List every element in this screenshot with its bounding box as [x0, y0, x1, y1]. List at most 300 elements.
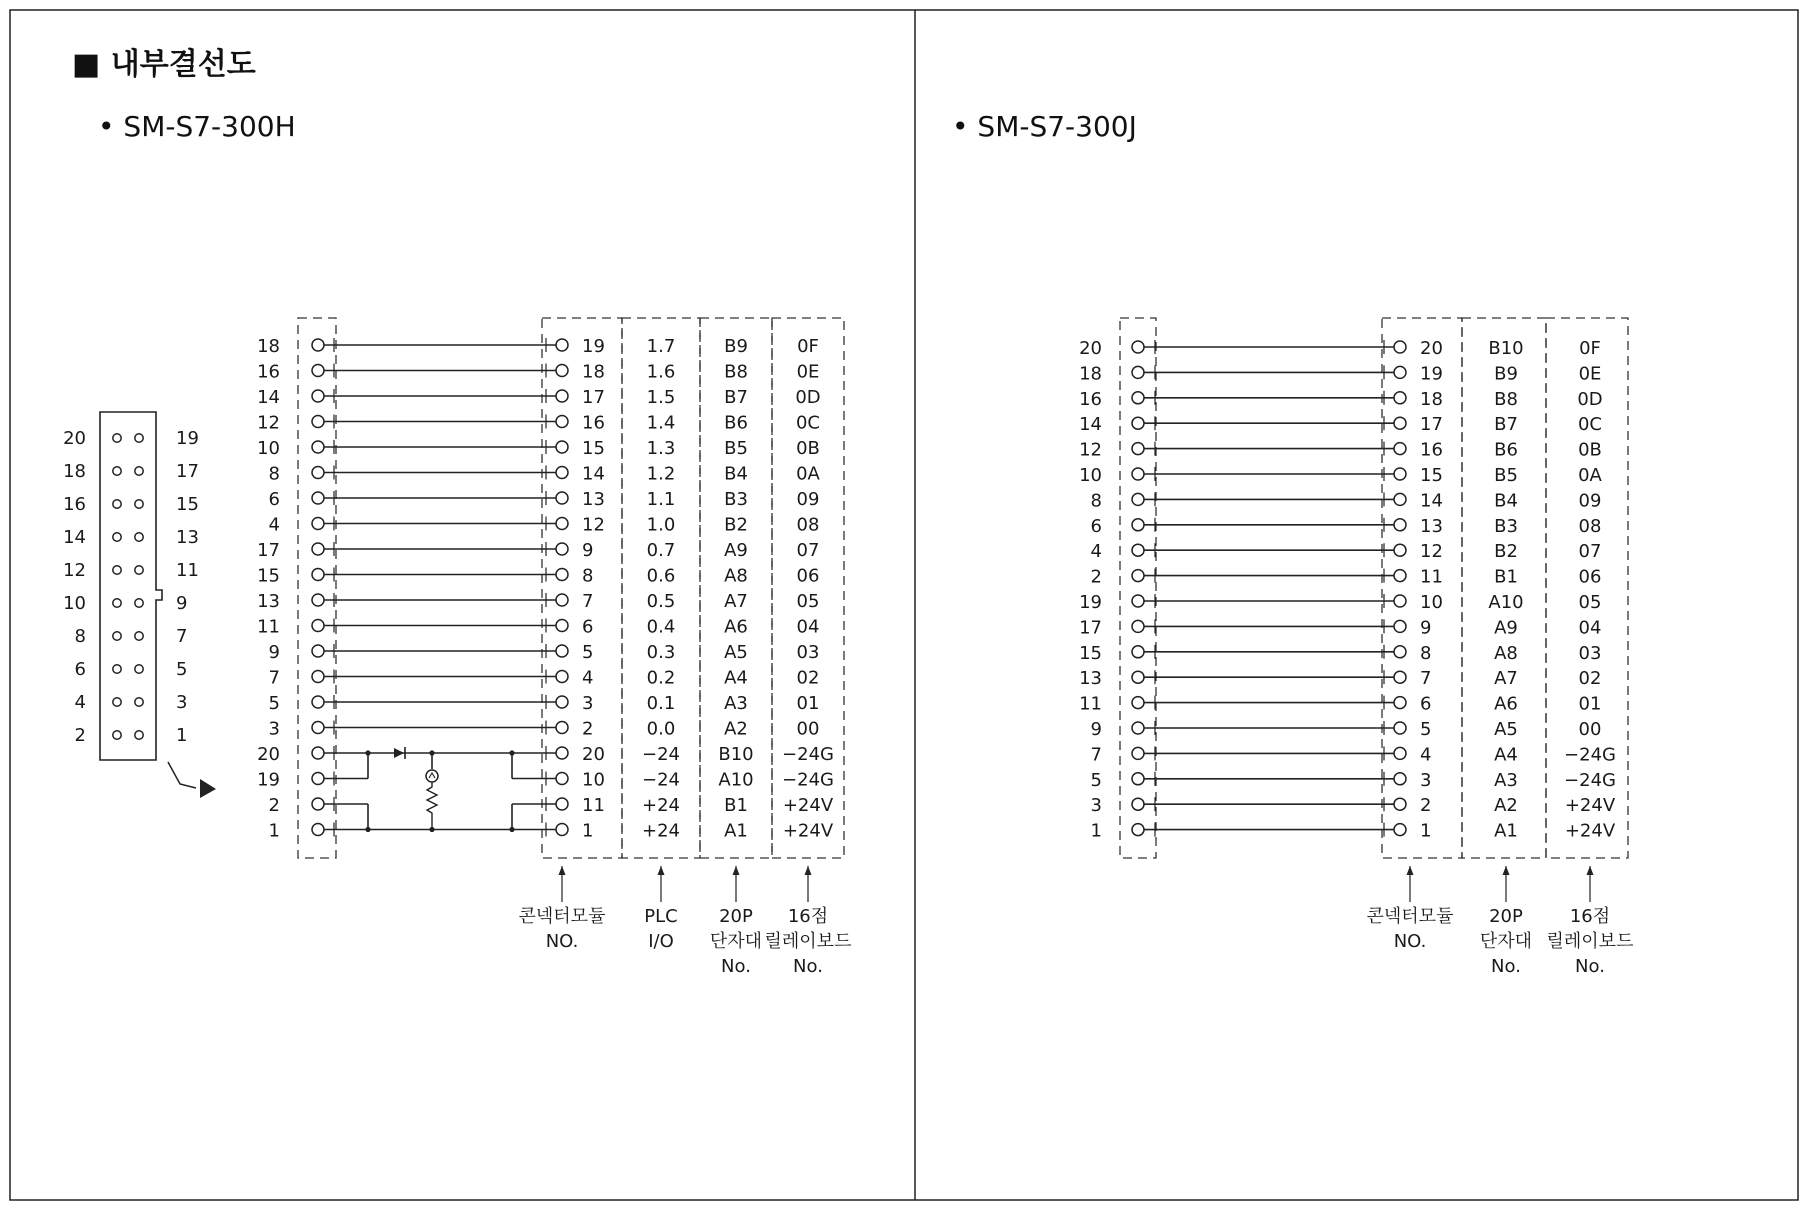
input-pin-circle: [1132, 493, 1144, 505]
input-pin-number: 15: [1079, 642, 1102, 664]
plc-io-address: 0.1: [646, 693, 676, 714]
plc-io-address: 1.4: [646, 412, 676, 434]
input-pin-number: 16: [257, 361, 280, 383]
connector-right-pin-label: 15: [176, 494, 199, 515]
input-pin-number: 8: [268, 463, 280, 485]
terminal-number: A1: [724, 820, 748, 842]
caption-line: 16점: [787, 906, 829, 927]
relay-number: −24G: [1564, 744, 1616, 766]
relay-number: 09: [1578, 490, 1602, 512]
module-pin-circle: [1394, 773, 1406, 785]
terminal-number: B1: [1494, 566, 1518, 588]
module-pin-circle: [556, 747, 568, 759]
relay-number: −24G: [782, 744, 834, 765]
module-pin-circle: [1394, 341, 1406, 353]
left-model-title: • SM-S7-300H: [98, 110, 296, 143]
input-pin-circle: [1132, 443, 1144, 455]
terminal-number: B10: [1488, 338, 1524, 359]
terminal-number: A6: [724, 616, 748, 638]
module-pin-number: 2: [582, 718, 594, 740]
input-pin-circle: [1132, 392, 1144, 404]
connector-pin: [113, 599, 121, 607]
relay-number: 02: [796, 667, 820, 689]
relay-number: 07: [1578, 541, 1602, 563]
module-pin-number: 17: [1420, 414, 1443, 436]
module-pin-number: 15: [582, 438, 605, 459]
input-pin-number: 17: [1079, 617, 1102, 639]
input-pin-circle: [312, 518, 324, 530]
module-pin-circle: [1394, 722, 1406, 734]
relay-number: 0B: [796, 438, 820, 459]
input-pin-number: 19: [257, 769, 280, 791]
module-pin-number: 6: [1420, 693, 1432, 715]
terminal-number: B5: [724, 438, 748, 459]
relay-number: 06: [1578, 566, 1602, 588]
input-pin-number: 19: [1079, 592, 1102, 613]
module-pin-circle: [556, 594, 568, 606]
module-pin-circle: [556, 824, 568, 836]
connector-left-pin-label: 12: [63, 560, 86, 581]
input-pin-number: 7: [268, 667, 280, 689]
module-pin-circle: [1394, 671, 1406, 683]
input-pin-number: 11: [1079, 693, 1102, 715]
module-pin-number: 16: [582, 412, 605, 434]
module-pin-circle: [556, 441, 568, 453]
input-pin-circle: [1132, 722, 1144, 734]
input-pin-circle: [312, 569, 324, 581]
terminal-number: A2: [1494, 795, 1518, 817]
module-pin-number: 13: [582, 489, 605, 510]
relay-number: +24V: [782, 820, 834, 842]
input-pin-number: 4: [268, 514, 280, 536]
caption-line: No.: [793, 956, 823, 977]
plc-io-address: 0.0: [646, 718, 676, 740]
plc-io-address: 1.2: [646, 463, 676, 485]
relay-number: 0E: [1578, 363, 1602, 385]
module-pin-number: 3: [1420, 769, 1432, 791]
input-pin-number: 8: [1090, 490, 1102, 512]
input-pin-circle: [312, 696, 324, 708]
caption-line: NO.: [545, 931, 579, 952]
relay-number: 0D: [795, 387, 821, 408]
page-title: ■ 내부결선도: [72, 47, 256, 82]
junction-dot: [365, 827, 370, 832]
plc-io-address: 1.6: [646, 361, 676, 383]
relay-number: 04: [1578, 617, 1602, 639]
connector-right-pin-label: 9: [176, 593, 188, 614]
terminal-number: A5: [1494, 719, 1518, 740]
junction-dot: [365, 750, 370, 755]
connector-pin: [113, 698, 121, 706]
plc-io-address: 0.6: [646, 565, 676, 587]
relay-number: 08: [1578, 515, 1602, 537]
plc-io-address: 1.0: [646, 514, 676, 536]
connector-body: [100, 412, 162, 760]
connector-left-pin-label: 8: [74, 626, 86, 647]
module-pin-circle: [556, 645, 568, 657]
module-pin-circle: [556, 620, 568, 632]
terminal-number: A8: [1494, 642, 1518, 664]
input-pin-circle: [312, 339, 324, 351]
module-pin-number: 3: [582, 693, 594, 714]
module-pin-circle: [556, 722, 568, 734]
connector-pin: [135, 500, 143, 508]
terminal-number: A9: [724, 540, 748, 561]
caption-arrow-head: [805, 866, 812, 875]
input-pin-number: 10: [1079, 465, 1102, 486]
relay-number: 03: [796, 642, 820, 663]
module-pin-circle: [1394, 519, 1406, 531]
module-pin-number: 13: [1420, 515, 1443, 537]
caption-line: 단자대: [1479, 931, 1533, 952]
module-pin-number: 20: [582, 744, 605, 765]
relay-number: +24V: [782, 795, 834, 816]
input-pin-circle: [1132, 595, 1144, 607]
input-pin-circle: [312, 773, 324, 785]
input-pin-circle: [312, 594, 324, 606]
input-pin-circle: [1132, 519, 1144, 531]
connector-left-pin-label: 14: [63, 527, 86, 548]
connector-pin: [135, 533, 143, 541]
caption-arrow-head: [1407, 866, 1414, 875]
module-pin-circle: [556, 416, 568, 428]
module-pin-number: 20: [1420, 338, 1443, 359]
module-pin-number: 4: [1420, 744, 1432, 766]
input-pin-number: 7: [1090, 744, 1102, 766]
terminal-number: A4: [1494, 744, 1518, 766]
input-pin-circle: [1132, 468, 1144, 480]
module-pin-circle: [1394, 697, 1406, 709]
input-pin-circle: [312, 747, 324, 759]
connector-left-pin-label: 4: [74, 692, 86, 713]
terminal-number: A8: [724, 565, 748, 587]
input-pin-number: 13: [257, 591, 280, 612]
connector-pin: [135, 599, 143, 607]
terminal-number: B7: [1494, 414, 1518, 436]
plc-io-address: 0.3: [646, 642, 676, 663]
module-pin-number: 16: [1420, 439, 1443, 461]
input-pin-number: 2: [1090, 566, 1102, 588]
terminal-number: B9: [1494, 363, 1518, 385]
module-pin-circle: [1394, 798, 1406, 810]
input-pin-number: 18: [1079, 363, 1102, 385]
plc-io-address: −24: [642, 769, 680, 791]
connector-left-pin-label: 18: [63, 461, 86, 482]
connector-pin: [135, 665, 143, 673]
plc-io-address: 1.7: [646, 336, 676, 357]
connector-right-pin-label: 19: [176, 428, 199, 449]
input-pin-number: 10: [257, 438, 280, 459]
caption-line: 20P: [1489, 906, 1523, 927]
input-pin-number: 11: [257, 616, 280, 638]
module-pin-circle: [556, 798, 568, 810]
relay-number: 0C: [795, 412, 821, 434]
connector-pin: [135, 698, 143, 706]
caption-arrow-head: [559, 866, 566, 875]
input-pin-circle: [1132, 341, 1144, 353]
input-pin-number: 6: [1090, 515, 1102, 537]
terminal-number: B8: [724, 361, 748, 383]
input-pin-number: 5: [268, 693, 280, 714]
terminal-number: B5: [1494, 465, 1518, 486]
diode-icon: [394, 748, 404, 758]
module-pin-number: 14: [582, 463, 605, 485]
caption-arrow-head: [1587, 866, 1594, 875]
connector-right-pin-label: 7: [176, 626, 188, 647]
input-pin-circle: [1132, 570, 1144, 582]
terminal-number: A10: [718, 769, 754, 791]
right-model-title: • SM-S7-300J: [952, 110, 1137, 143]
connector-pin: [135, 566, 143, 574]
terminal-number: A7: [724, 591, 748, 612]
module-pin-number: 19: [582, 336, 605, 357]
input-pin-number: 9: [268, 642, 280, 663]
connector-pin: [113, 566, 121, 574]
input-pin-number: 5: [1090, 769, 1102, 791]
input-pin-circle: [1132, 697, 1144, 709]
module-pin-number: 7: [582, 591, 594, 612]
module-pin-circle: [1394, 747, 1406, 759]
caption-line: 20P: [719, 906, 753, 927]
input-pin-number: 12: [1079, 439, 1102, 461]
module-pin-circle: [1394, 493, 1406, 505]
caption-line: 16점: [1569, 906, 1611, 927]
relay-number: 0A: [1578, 465, 1602, 486]
module-pin-number: 10: [582, 769, 605, 791]
module-pin-number: 8: [582, 565, 594, 587]
relay-number: +24V: [1564, 795, 1616, 817]
relay-number: 02: [1578, 668, 1602, 690]
relay-number: 00: [1578, 719, 1602, 740]
relay-number: 03: [1578, 642, 1602, 664]
input-pin-number: 1: [268, 820, 280, 842]
input-pin-circle: [1132, 544, 1144, 556]
plc-io-address: −24: [642, 744, 680, 765]
input-pin-circle: [312, 671, 324, 683]
module-pin-circle: [556, 492, 568, 504]
module-pin-circle: [556, 339, 568, 351]
module-pin-number: 6: [582, 616, 594, 638]
plc-io-address: 1.5: [646, 387, 676, 408]
module-pin-circle: [556, 518, 568, 530]
relay-number: 04: [796, 616, 820, 638]
junction-dot: [509, 750, 514, 755]
terminal-number: B8: [1494, 388, 1518, 410]
input-pin-circle: [312, 645, 324, 657]
input-pin-circle: [312, 441, 324, 453]
relay-number: 08: [796, 514, 820, 536]
terminal-number: A2: [724, 718, 748, 740]
terminal-number: A3: [724, 693, 748, 714]
plc-io-address: +24: [642, 795, 680, 816]
input-pin-number: 20: [1079, 338, 1102, 359]
caption-line: NO.: [1393, 931, 1427, 952]
module-pin-circle: [1394, 392, 1406, 404]
plc-io-address: 0.4: [646, 616, 676, 638]
connector-left-pin-label: 10: [63, 593, 86, 614]
module-pin-circle: [556, 390, 568, 402]
module-pin-circle: [1394, 366, 1406, 378]
caption-line: 콘넥터모듈: [1366, 906, 1454, 927]
relay-number: 07: [796, 540, 820, 561]
input-pin-number: 9: [1090, 719, 1102, 740]
input-pin-circle: [1132, 646, 1144, 658]
caption-arrow-head: [658, 866, 665, 875]
module-pin-circle: [1394, 824, 1406, 836]
input-pin-number: 4: [1090, 541, 1102, 563]
module-pin-circle: [556, 696, 568, 708]
connector-pin: [135, 731, 143, 739]
connector-pin: [113, 731, 121, 739]
module-pin-circle: [556, 365, 568, 377]
terminal-number: B9: [724, 336, 748, 357]
caption-line: PLC: [644, 906, 678, 927]
input-pin-circle: [1132, 366, 1144, 378]
input-pin-circle: [1132, 417, 1144, 429]
relay-number: 0C: [1577, 414, 1603, 436]
terminal-number: A5: [724, 642, 748, 663]
terminal-number: B1: [724, 795, 748, 816]
module-pin-number: 11: [1420, 566, 1443, 588]
caption-line: I/O: [648, 931, 674, 952]
module-pin-circle: [1394, 443, 1406, 455]
module-pin-number: 4: [582, 667, 594, 689]
connector-pin: [113, 467, 121, 475]
relay-number: 0B: [1578, 439, 1602, 461]
relay-number: 06: [796, 565, 820, 587]
connector-pin: [135, 467, 143, 475]
input-pin-number: 3: [1090, 795, 1102, 817]
relay-number: 09: [796, 489, 820, 510]
led-icon: [426, 770, 438, 782]
connector-pin: [135, 434, 143, 442]
terminal-number: A1: [1494, 820, 1518, 842]
input-pin-circle: [1132, 773, 1144, 785]
input-pin-circle: [312, 390, 324, 402]
input-pin-number: 1: [1090, 820, 1102, 842]
module-pin-circle: [1394, 595, 1406, 607]
input-pin-circle: [312, 543, 324, 555]
relay-number: 0E: [796, 361, 820, 383]
connector-pin: [135, 632, 143, 640]
terminal-number: B6: [1494, 439, 1518, 461]
input-pin-circle: [312, 416, 324, 428]
left-wiring-diagram: [63, 318, 851, 977]
connector-pin: [113, 632, 121, 640]
input-pin-circle: [312, 722, 324, 734]
relay-number: 0D: [1577, 388, 1603, 410]
connector-pin: [113, 665, 121, 673]
input-pin-circle: [312, 620, 324, 632]
module-pin-circle: [1394, 468, 1406, 480]
input-pin-number: 13: [1079, 668, 1102, 690]
connector-right-pin-label: 17: [176, 461, 199, 482]
connector-right-pin-label: 5: [176, 659, 188, 680]
relay-number: 05: [1578, 592, 1602, 613]
input-pin-circle: [1132, 620, 1144, 632]
plc-io-address: 0.5: [646, 591, 676, 612]
input-pin-number: 3: [268, 718, 280, 740]
module-pin-circle: [1394, 570, 1406, 582]
module-pin-number: 5: [1420, 719, 1432, 740]
module-pin-circle: [1394, 544, 1406, 556]
plc-io-address: +24: [642, 820, 680, 842]
terminal-number: A6: [1494, 693, 1518, 715]
connector-left-pin-label: 2: [74, 725, 86, 746]
terminal-number: A3: [1494, 769, 1518, 791]
relay-number: 0F: [797, 336, 819, 357]
relay-number: −24G: [782, 769, 834, 791]
input-pin-circle: [1132, 798, 1144, 810]
module-pin-circle: [1394, 417, 1406, 429]
connector-right-pin-label: 11: [176, 560, 199, 581]
terminal-number: B7: [724, 387, 748, 408]
connector-right-pin-label: 1: [176, 725, 188, 746]
input-pin-number: 16: [1079, 388, 1102, 410]
relay-number: 01: [796, 693, 820, 714]
input-pin-number: 2: [268, 795, 280, 816]
connector-pin: [113, 434, 121, 442]
relay-number: 01: [1578, 693, 1602, 715]
relay-number: 0A: [796, 463, 820, 485]
terminal-number: B4: [724, 463, 748, 485]
caption-line: 콘넥터모듈: [518, 906, 606, 927]
caption-arrow-head: [1503, 866, 1510, 875]
caption-line: 릴레이보드: [1546, 931, 1634, 952]
input-pin-circle: [312, 467, 324, 479]
module-pin-circle: [556, 543, 568, 555]
module-pin-number: 18: [582, 361, 605, 383]
plc-io-address: 1.1: [646, 489, 676, 510]
module-pin-number: 12: [582, 514, 605, 536]
caption-line: No.: [1575, 956, 1605, 977]
module-pin-number: 15: [1420, 465, 1443, 486]
relay-number: −24G: [1564, 769, 1616, 791]
input-pin-circle: [312, 798, 324, 810]
caption-line: No.: [721, 956, 751, 977]
terminal-number: A7: [1494, 668, 1518, 690]
connector-left-pin-label: 6: [74, 659, 86, 680]
terminal-number: B2: [1494, 541, 1518, 563]
caption-line: 릴레이보드: [764, 931, 852, 952]
module-pin-circle: [556, 671, 568, 683]
input-pin-circle: [312, 492, 324, 504]
module-pin-number: 10: [1420, 592, 1443, 613]
module-pin-number: 18: [1420, 388, 1443, 410]
module-pin-circle: [556, 773, 568, 785]
terminal-number: B2: [724, 514, 748, 536]
terminal-number: A9: [1494, 617, 1518, 639]
input-pin-number: 6: [268, 489, 280, 510]
junction-dot: [509, 827, 514, 832]
terminal-number: A4: [724, 667, 748, 689]
relay-number: 0F: [1579, 338, 1601, 359]
module-pin-number: 11: [582, 795, 605, 816]
module-pin-number: 2: [1420, 795, 1432, 817]
terminal-number: B4: [1494, 490, 1518, 512]
connector-pin: [113, 500, 121, 508]
input-pin-number: 17: [257, 540, 280, 561]
module-pin-number: 8: [1420, 642, 1432, 664]
module-pin-number: 9: [1420, 617, 1432, 639]
module-pin-number: 9: [582, 540, 594, 561]
input-pin-circle: [1132, 671, 1144, 683]
module-pin-number: 1: [1420, 820, 1432, 842]
input-pin-circle: [312, 365, 324, 377]
resistor-icon: [427, 782, 437, 830]
input-pin-circle: [312, 824, 324, 836]
input-pin-number: 18: [257, 336, 280, 357]
